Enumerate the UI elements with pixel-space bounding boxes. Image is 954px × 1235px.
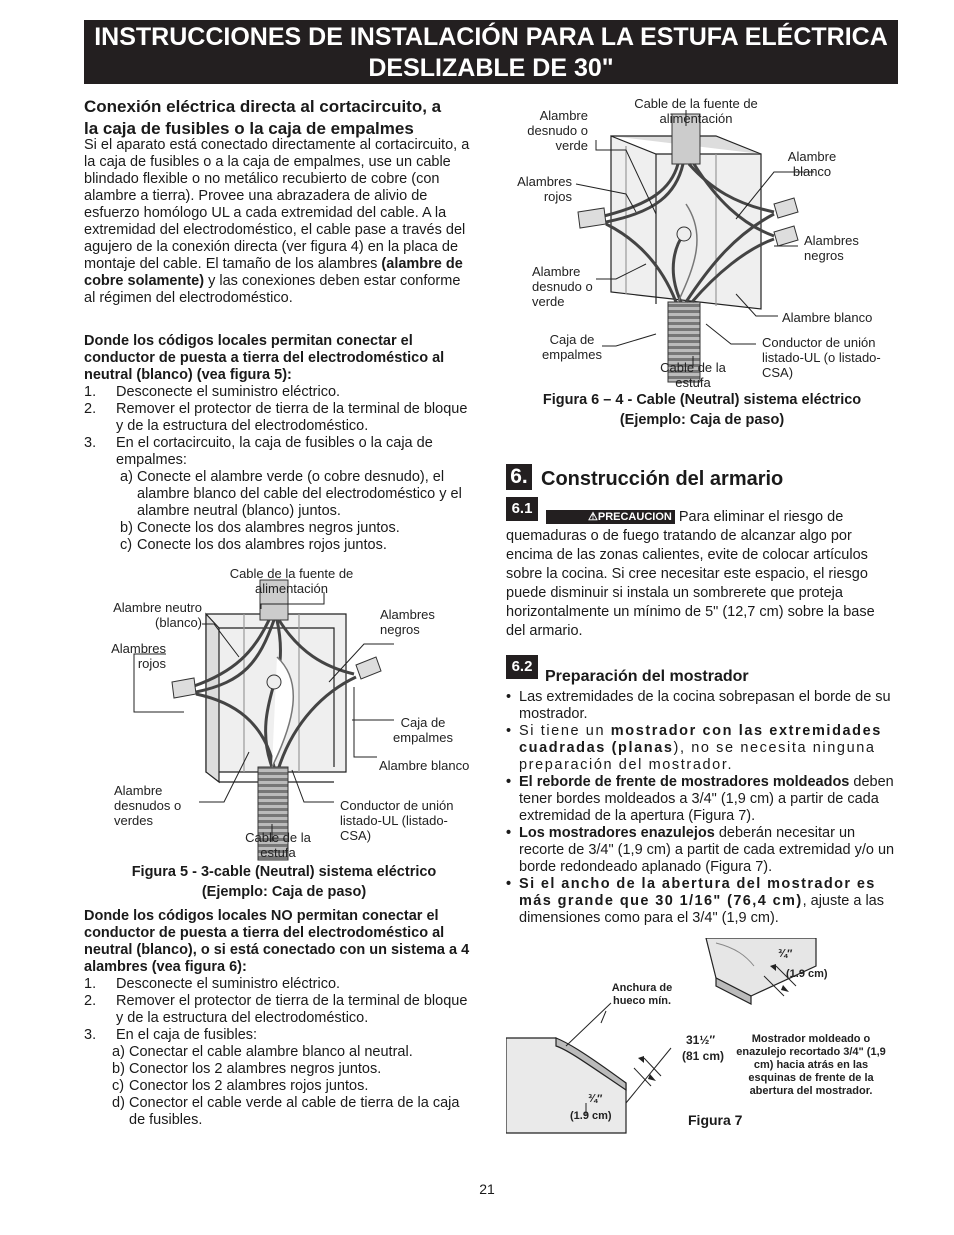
figure-7 (506, 938, 898, 1138)
list-item: 1. Desconecte el suministro eléctrico. (84, 976, 341, 992)
list-item: 3. En el cortacircuito, la caja de fusibles o la caja de empalmes: (84, 435, 433, 468)
heading-line-2: la caja de fusibles o la caja de empalmes (84, 119, 414, 138)
figure-6-caption: Figura 6 – 4 - Cable (Neutral) sistema eléctrico (Ejemplo: Caja de paso) (542, 392, 862, 428)
page-number: 21 (479, 1181, 495, 1197)
fig7-frac-bottom: ¾″ (588, 1093, 603, 1105)
list-item: b) Conector los 2 alambres negros juntos. (112, 1061, 382, 1077)
fig6-label-red: Alambres rojos (517, 174, 572, 204)
list-item: c) Conecte los dos alambres rojos juntos. (120, 537, 387, 553)
fig6-label-white-bottom: Alambre blanco (782, 310, 873, 325)
title-line-2: DESLIZABLE DE 30" (368, 54, 614, 82)
left-heading (84, 96, 484, 140)
section-6-2-bullets (506, 689, 898, 927)
title-line-1: INSTRUCCIONES DE INSTALACIÓN PARA LA ESTUFA ELÉCTRICA (94, 23, 888, 51)
bullet-icon: • (506, 689, 512, 705)
fig7-note: Mostrador moldeado o enazulejo recortado 3/4" (1,9 cm) hacia atrás en las esquinas de frente de la abertura del mostrador. (736, 1033, 886, 1097)
fig6-label-black: Alambres negros (804, 233, 859, 263)
heading-line-1: Conexión eléctrica directa al cortacircuito, a (84, 97, 442, 116)
fig5-label-source: Cable de la fuente de alimentación (229, 566, 354, 596)
fig6-label-bare-top: Alambre desnudo o verde (527, 108, 588, 153)
list-item: • Si el ancho de la abertura del mostrador es más grande que 30 1/16" (76,4 cm), ajuste a las dimensiones como para el 3/4" (1,9 cm). (506, 876, 884, 926)
section-6-title: Construcción del armario (541, 468, 784, 490)
list-item: b) Conecte los dos alambres negros juntos. (120, 520, 400, 536)
caution-label: PRECAUCION (597, 511, 672, 523)
fig7-width-in: 31½″ (686, 1033, 716, 1047)
fig6-label-white-top: Alambre blanco (787, 149, 837, 179)
list-item: • Si tiene un mostrador con las extremidades cuadradas (planas), no se necesita ninguna preparación del mostrador. (506, 723, 882, 773)
list-item: a) Conecte el alambre verde (o cobre desnudo), el alambre blanco del cable del electrodoméstico y el alambre neutral (blanco) juntos. (120, 469, 462, 519)
fig5-label-bond: Conductor de unión listado-UL (listado-CSA) (340, 798, 454, 843)
list-item: c) Conector los 2 alambres rojos juntos. (112, 1078, 369, 1094)
intro-paragraph (84, 137, 472, 307)
fig5-label-red: Alambres rojos (111, 641, 166, 671)
block2-steps (84, 976, 476, 1044)
figure-5 (84, 562, 484, 862)
list-item: • El reborde de frente de mostradores moldeados deben tener bordes moldeados a 3/4" (1,9 cm) a partir de cada extremidad de la apertura (Figura 7). (506, 774, 894, 824)
section-6-2-title: Preparación del mostrador (545, 668, 749, 685)
block2-substeps (84, 1044, 476, 1129)
warning-triangle-icon: ⚠ (588, 511, 598, 523)
intro-text-1: Si el aparato está conectado directamente al cortacircuito, a la caja de fusibles o a la caja de empalmes, use un cable blindado flexible o no metálico recubierto de cobre (con alambre a tierra). Provee una abrazadera de alivio de esfuerzo homólogo UL a cada extremidad del cable. A la extremidad del electrodoméstico, el cable pase a través del agujero de la conexión directa (ver figura 4) en la placa de montaje del cable. El tamaño de los alambres (84, 137, 470, 272)
section-6-1-paragraph (506, 508, 898, 641)
fig5-label-stove: Cable de la estufa (245, 830, 311, 860)
section-6-number: 6. (506, 464, 532, 490)
bullet-icon: • (506, 774, 512, 790)
list-item: 1. Desconecte el suministro eléctrico. (84, 384, 341, 400)
fig5-label-bare: Alambre desnudos o verdes (114, 783, 182, 828)
figure-5-caption: Figura 5 - 3-cable (Neutral) sistema eléctrico (Ejemplo: Caja de paso) (131, 864, 437, 900)
list-item: 3. En el caja de fusibles: (84, 1027, 258, 1043)
figure-6 (506, 94, 898, 390)
block1-steps (84, 384, 476, 469)
fig7-caption: Figura 7 (688, 1112, 743, 1128)
fig7-cm-bottom: (1.9 cm) (570, 1110, 612, 1122)
fig6-label-stove: Cable de la estufa (660, 360, 726, 390)
bullet-icon: • (506, 876, 512, 892)
intro-bold: (alambre de cobre solamente) (84, 256, 463, 289)
fig7-frac-top: ¾″ (778, 948, 793, 960)
block1-substeps (84, 469, 476, 554)
fig5-label-neutral: Alambre neutro (blanco) (113, 600, 202, 630)
block1 (84, 333, 476, 554)
list-item: 2. Remover el protector de tierra de la terminal de bloque y de la estructura del electrodoméstico. (84, 993, 468, 1026)
bullet-icon: • (506, 825, 512, 841)
caution-badge (546, 510, 675, 524)
fig6-label-bond: Conductor de unión listado-UL (o listado-CSA) (762, 335, 881, 380)
fig5-label-white: Alambre blanco (379, 758, 470, 773)
intro-text-2: y las conexiones deben estar conforme al régimen del electrodoméstico. (84, 273, 461, 306)
list-item: • Las extremidades de la cocina sobrepasan el borde de su mostrador. (506, 689, 891, 722)
list-item: d) Conector el cable verde al cable de tierra de la caja de fusibles. (112, 1095, 460, 1128)
block2 (84, 908, 476, 1129)
block1-heading: Donde los códigos locales permitan conectar el conductor de puesta a tierra del electrodoméstico al neutral (blanco) (vea figura 5): (84, 333, 445, 383)
fig5-label-black: Alambres negros (380, 607, 435, 637)
list-item: a) Conectar el cable alambre blanco al neutral. (112, 1044, 413, 1060)
section-6-2-number: 6.2 (506, 655, 538, 679)
fig6-label-box: Caja de empalmes (542, 332, 602, 362)
title-banner (84, 20, 898, 84)
section-6-1-text: Para eliminar el riesgo de quemaduras o de fuego tratando de alcanzar algo por encima de las zonas calientes, evite de colocar artículos sobre la cocina. Si cree necesitar este espacio, el riesgo puede disminuir si instala un sombrerete que proteja horizontalmente un mínimo de 5" (12,7 cm) sobre la base del armario. (506, 509, 875, 639)
fig6-label-bare-bottom: Alambre desnudo o verde (532, 264, 593, 309)
list-item: 2. Remover el protector de tierra de la terminal de bloque y de la estructura del electrodoméstico. (84, 401, 468, 434)
fig7-width-cm: (81 cm) (682, 1049, 725, 1063)
bullet-icon: • (506, 723, 513, 739)
block2-heading: Donde los códigos locales NO permitan conectar el conductor de puesta a tierra del electrodoméstico al neutral (blanco), o si está conectado con un sistema a 4 alambres (vea figura 6): (84, 908, 470, 975)
fig7-anchura: Anchura de hueco mín. (611, 982, 673, 1007)
fig5-label-box: Caja de empalmes (393, 715, 453, 745)
section-6-1-number: 6.1 (506, 497, 538, 521)
list-item: • Los mostradores enazulejos deberán necesitar un recorte de 3/4" (1,9 cm) a partit de cada extremidad y/o un borde redondeado aplanado (Figura 7). (506, 825, 895, 875)
fig7-cm-top: (1.9 cm) (786, 968, 828, 980)
fig6-label-source: Cable de la fuente de alimentación (634, 96, 758, 126)
